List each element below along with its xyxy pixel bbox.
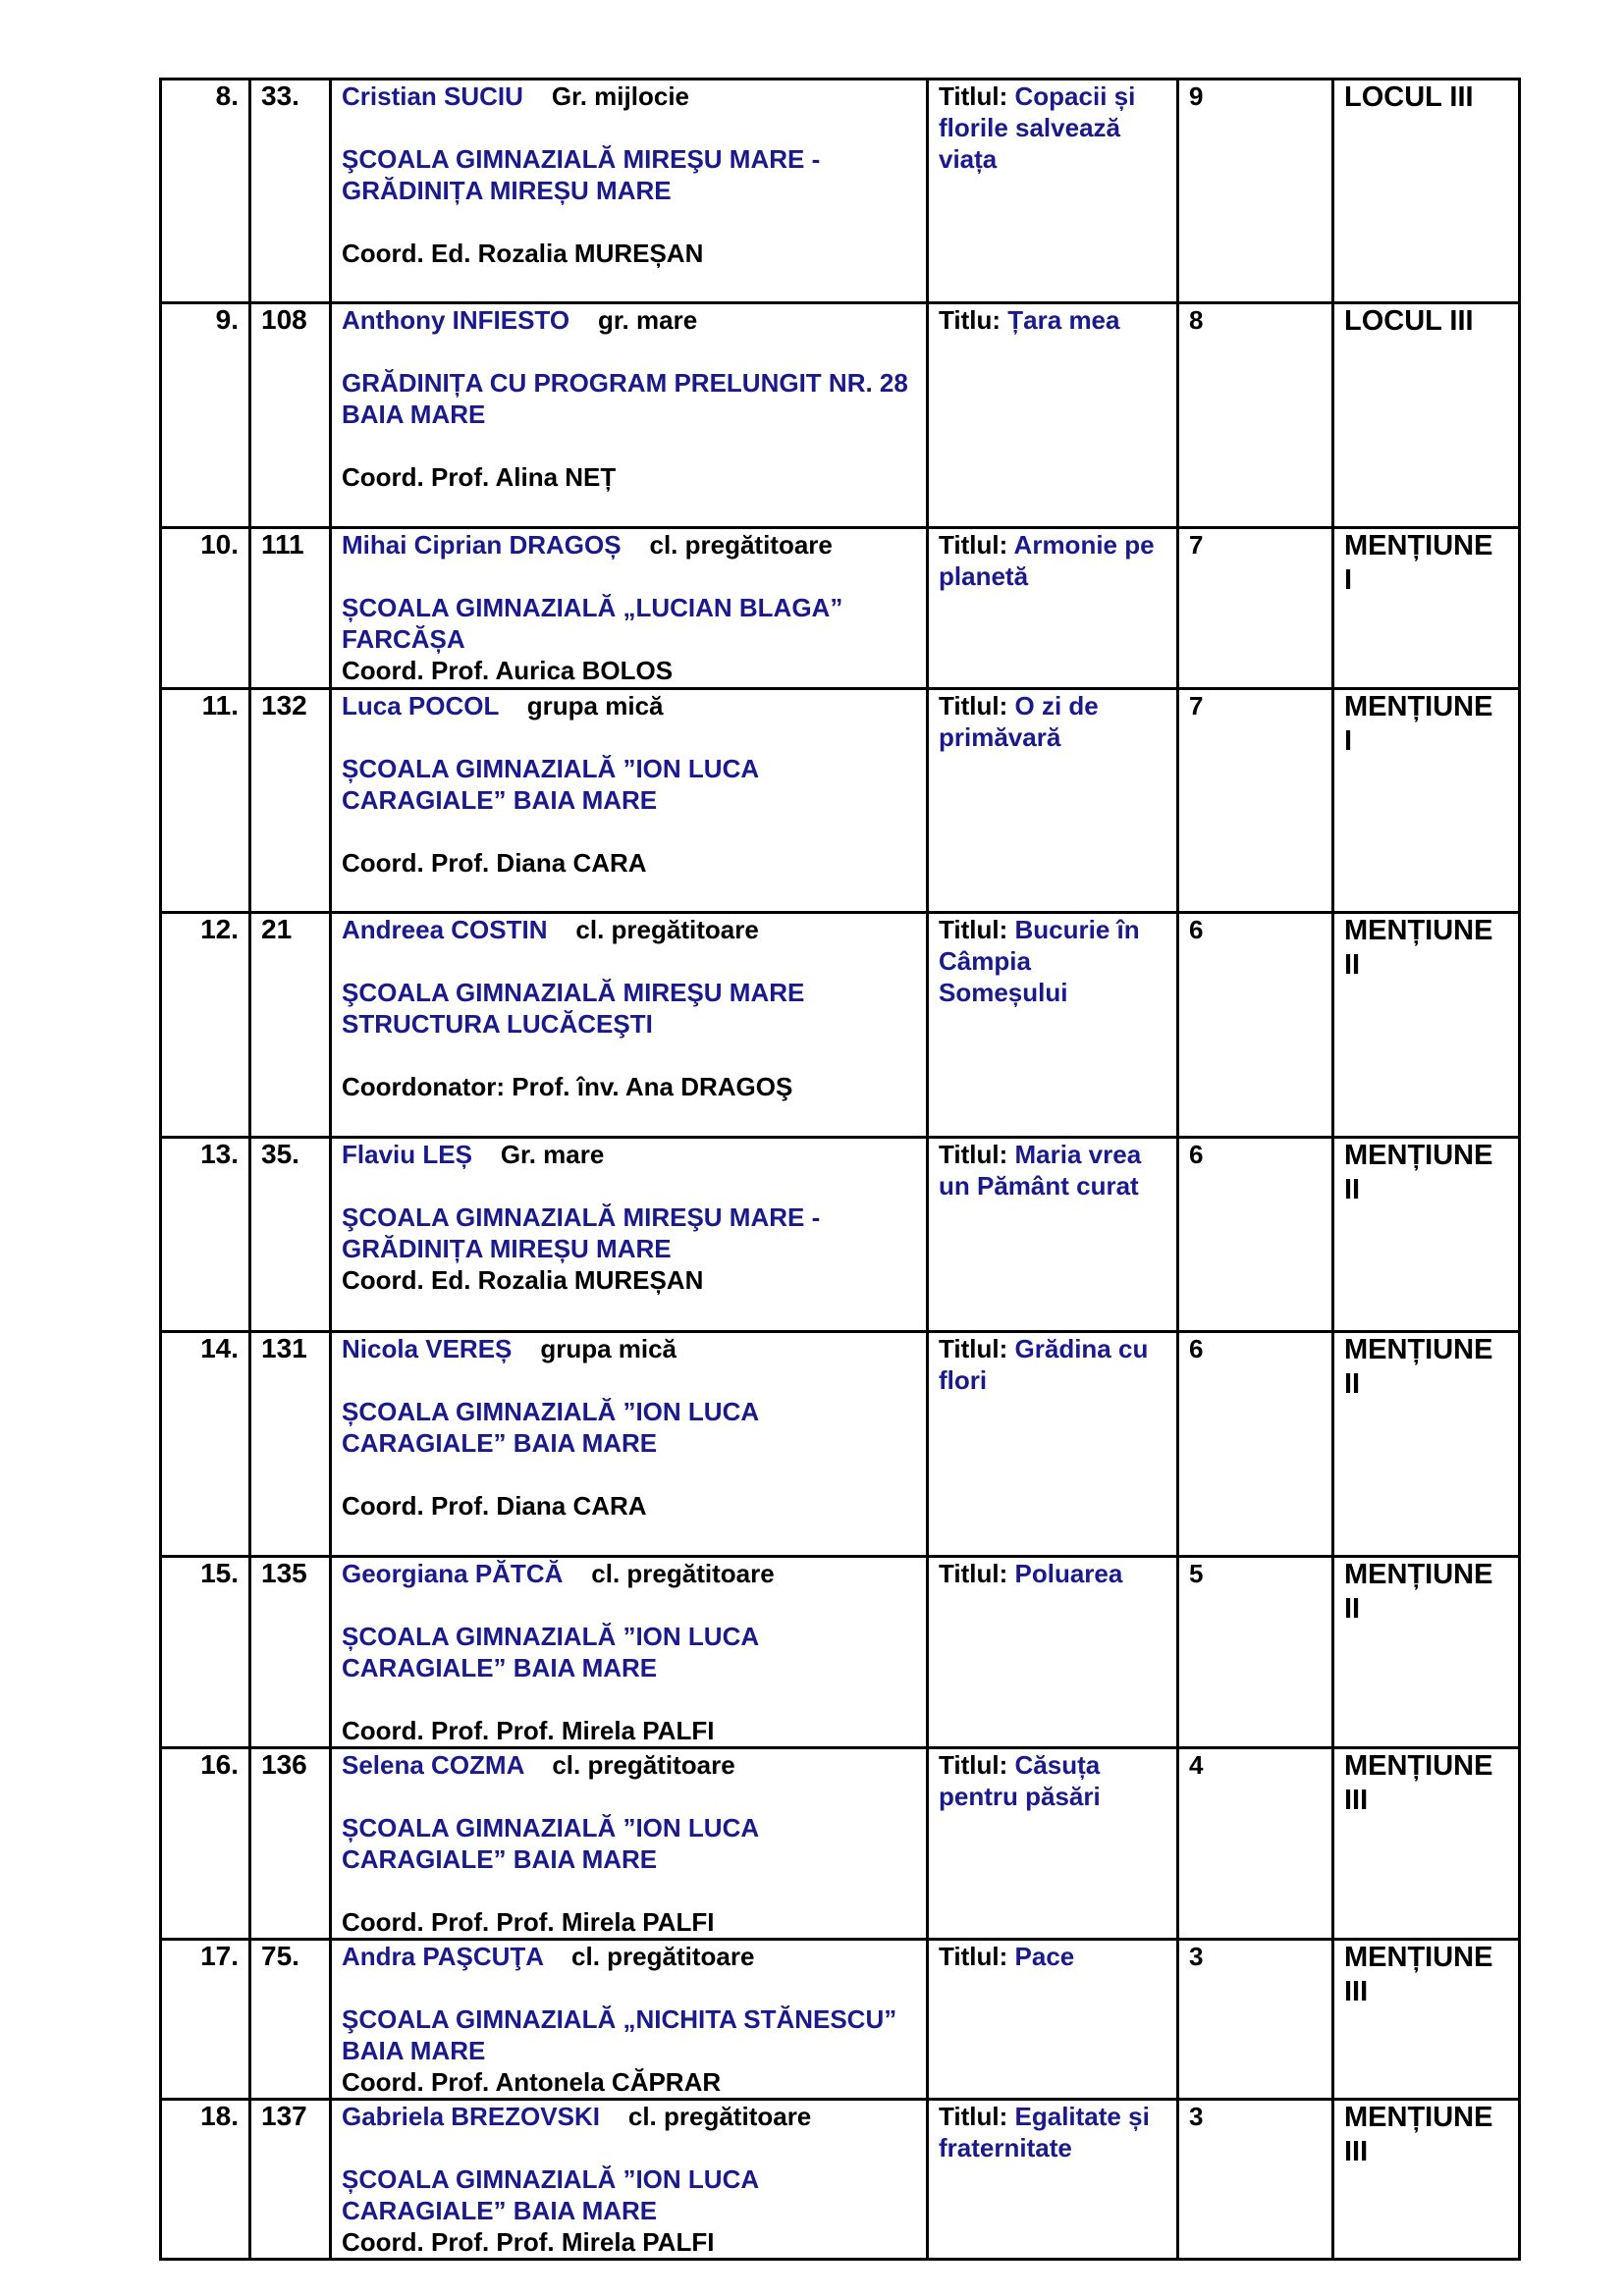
artwork-title-cell xyxy=(928,1557,1178,1748)
title-label: Titlul: xyxy=(939,2102,1008,2131)
row-number-cell xyxy=(161,303,250,528)
award-cell xyxy=(1333,2100,1520,2260)
artwork-title: Maria vrea un Pământ curat xyxy=(939,1140,1142,1201)
participant-cell xyxy=(331,2100,928,2260)
row-number-cell xyxy=(161,1748,250,1940)
artwork-title-cell xyxy=(928,1940,1178,2100)
entry-code: 132 xyxy=(261,690,307,721)
coordinator: Coord. Prof. Prof. Mirela PALFI xyxy=(342,1716,715,1745)
entry-code: 35. xyxy=(261,1139,299,1169)
row-number-cell xyxy=(161,1138,250,1332)
student-name: Georgiana PĂTCĂ xyxy=(342,1559,564,1588)
table-row xyxy=(161,528,1520,689)
entry-code-cell xyxy=(250,913,331,1138)
participant-line xyxy=(342,304,916,336)
student-grade: Gr. mijlocie xyxy=(551,81,689,111)
score-cell xyxy=(1178,1940,1333,2100)
row-number-cell xyxy=(161,913,250,1138)
table-row xyxy=(161,80,1520,303)
entry-code: 21 xyxy=(261,914,293,944)
award-cell xyxy=(1333,1138,1520,1332)
participant-line xyxy=(342,1139,916,1170)
score-cell xyxy=(1178,689,1333,913)
title-label: Titlul: xyxy=(939,1140,1008,1169)
row-number-cell xyxy=(161,2100,250,2260)
student-name: Flaviu LEȘ xyxy=(342,1140,472,1169)
participant-cell xyxy=(331,303,928,528)
table-row xyxy=(161,1557,1520,1748)
entry-code-cell xyxy=(250,528,331,689)
artwork-title: Copacii și florile salvează viața xyxy=(939,81,1136,174)
artwork-title-cell xyxy=(928,1748,1178,1940)
score: 7 xyxy=(1189,691,1204,721)
row-number: 12. xyxy=(200,914,239,944)
school-name: ȘCOALA GIMNAZIALĂ „LUCIAN BLAGA” FARCĂȘA xyxy=(342,593,843,654)
entry-code: 111 xyxy=(261,529,304,560)
title-label: Titlul: xyxy=(939,915,1008,944)
results-table xyxy=(159,78,1521,2261)
score: 4 xyxy=(1189,1750,1204,1780)
coordinator: Coord. Prof. Alina NEȚ xyxy=(342,462,617,492)
title-label: Titlul: xyxy=(939,530,1008,560)
school-name: ŞCOALA GIMNAZIALĂ „NICHITA STĂNESCU” BAIA MARE xyxy=(342,2004,897,2065)
artwork-title-cell xyxy=(928,80,1178,303)
participant-cell xyxy=(331,528,928,689)
row-number-cell xyxy=(161,80,250,303)
entry-code-cell xyxy=(250,689,331,913)
table-row xyxy=(161,1940,1520,2100)
school-name: GRĂDINIȚA CU PROGRAM PRELUNGIT NR. 28 BAIA MARE xyxy=(342,368,908,429)
score-cell xyxy=(1178,2100,1333,2260)
row-number-cell xyxy=(161,1557,250,1748)
student-name: Selena COZMA xyxy=(342,1750,524,1780)
score: 3 xyxy=(1189,1942,1204,1971)
score-cell xyxy=(1178,913,1333,1138)
student-grade: grupa mică xyxy=(540,1334,677,1363)
title-label: Titlul: xyxy=(939,1942,1008,1971)
award-cell xyxy=(1333,303,1520,528)
row-number-cell xyxy=(161,689,250,913)
coordinator: Coord. Prof. Aurica BOLOS xyxy=(342,656,674,685)
participant-cell xyxy=(331,1138,928,1332)
score-cell xyxy=(1178,1138,1333,1332)
row-number-cell xyxy=(161,1940,250,2100)
table-row xyxy=(161,1138,1520,1332)
entry-code: 108 xyxy=(261,304,307,335)
artwork-title-cell xyxy=(928,1332,1178,1557)
award-cell xyxy=(1333,80,1520,303)
artwork-title: O zi de primăvară xyxy=(939,691,1099,752)
table-row xyxy=(161,1748,1520,1940)
participant-line xyxy=(342,690,916,721)
score: 6 xyxy=(1189,1334,1204,1363)
title-label: Titlul: xyxy=(939,1334,1008,1363)
artwork-title: Țara mea xyxy=(1007,305,1120,335)
score: 5 xyxy=(1189,1559,1204,1588)
participant-line xyxy=(342,80,916,112)
award: MENȚIUNE II xyxy=(1344,1140,1493,1205)
student-grade: Gr. mare xyxy=(500,1140,605,1169)
artwork-title-cell xyxy=(928,913,1178,1138)
participant-line xyxy=(342,529,916,561)
score-cell xyxy=(1178,1557,1333,1748)
student-name: Cristian SUCIU xyxy=(342,81,523,111)
entry-code: 136 xyxy=(261,1749,307,1780)
participant-cell xyxy=(331,1332,928,1557)
student-name: Gabriela BREZOVSKI xyxy=(342,2102,600,2131)
entry-code-cell xyxy=(250,1557,331,1748)
student-name: Luca POCOL xyxy=(342,691,499,721)
row-number: 16. xyxy=(200,1749,239,1780)
entry-code-cell xyxy=(250,1138,331,1332)
school-name: ŞCOALA GIMNAZIALĂ MIREŞU MARE STRUCTURA LUCĂCEŞTI xyxy=(342,978,805,1039)
coordinator: Coord. Prof. Diana CARA xyxy=(342,1491,647,1521)
artwork-title-cell xyxy=(928,1138,1178,1332)
entry-code-cell xyxy=(250,1332,331,1557)
title-label: Titlul: xyxy=(939,1559,1008,1588)
student-grade: gr. mare xyxy=(597,305,698,335)
student-name: Nicola VEREȘ xyxy=(342,1334,513,1363)
artwork-title: Armonie pe planetă xyxy=(939,530,1155,591)
artwork-title-cell xyxy=(928,689,1178,913)
school-name: ȘCOALA GIMNAZIALĂ ”ION LUCA CARAGIALE” BAIA MARE xyxy=(342,1813,759,1874)
artwork-title: Egalitate și fraternitate xyxy=(939,2102,1150,2163)
award: LOCUL III xyxy=(1344,305,1474,337)
entry-code-cell xyxy=(250,2100,331,2260)
table-row xyxy=(161,1332,1520,1557)
title-label: Titlul: xyxy=(939,1750,1008,1780)
award: MENȚIUNE I xyxy=(1344,530,1493,596)
table-row xyxy=(161,913,1520,1138)
coordinator: Coord. Ed. Rozalia MUREȘAN xyxy=(342,239,704,268)
artwork-title: Grădina cu flori xyxy=(939,1334,1149,1395)
row-number: 15. xyxy=(200,1558,239,1588)
student-name: Andreea COSTIN xyxy=(342,915,548,944)
row-number: 18. xyxy=(200,2101,239,2131)
title-label: Titlu: xyxy=(939,305,1001,335)
participant-line xyxy=(342,1749,916,1781)
title-label: Titlul: xyxy=(939,81,1008,111)
artwork-title-cell xyxy=(928,528,1178,689)
award-cell xyxy=(1333,689,1520,913)
entry-code: 137 xyxy=(261,2101,307,2131)
student-grade: cl. pregătitoare xyxy=(552,1750,735,1780)
school-name: ŞCOALA GIMNAZIALĂ MIREŞU MARE - GRĂDINIȚA MIREȘU MARE xyxy=(342,1202,821,1263)
table-row xyxy=(161,689,1520,913)
award: MENȚIUNE III xyxy=(1344,1750,1493,1816)
row-number: 8. xyxy=(215,80,239,111)
score: 7 xyxy=(1189,530,1204,560)
score-cell xyxy=(1178,80,1333,303)
student-grade: cl. pregătitoare xyxy=(571,1942,755,1971)
student-name: Anthony INFIESTO xyxy=(342,305,570,335)
school-name: ȘCOALA GIMNAZIALĂ ”ION LUCA CARAGIALE” BAIA MARE xyxy=(342,2164,759,2225)
table-row xyxy=(161,2100,1520,2260)
participant-line xyxy=(342,2101,916,2132)
coordinator: Coord. Ed. Rozalia MUREȘAN xyxy=(342,1265,704,1295)
artwork-title: Bucurie în Câmpia Someșului xyxy=(939,915,1140,1007)
award-cell xyxy=(1333,1748,1520,1940)
award: LOCUL III xyxy=(1344,81,1474,113)
award: MENȚIUNE II xyxy=(1344,1559,1493,1625)
row-number-cell xyxy=(161,528,250,689)
score-cell xyxy=(1178,303,1333,528)
school-name: ȘCOALA GIMNAZIALĂ ”ION LUCA CARAGIALE” BAIA MARE xyxy=(342,754,759,815)
artwork-title: Pace xyxy=(1014,1942,1075,1971)
participant-cell xyxy=(331,1940,928,2100)
score-cell xyxy=(1178,1748,1333,1940)
participant-line xyxy=(342,1333,916,1364)
artwork-title: Căsuța pentru păsări xyxy=(939,1750,1101,1811)
entry-code-cell xyxy=(250,80,331,303)
student-grade: cl. pregătitoare xyxy=(649,530,833,560)
student-grade: cl. pregătitoare xyxy=(591,1559,775,1588)
participant-cell xyxy=(331,689,928,913)
student-name: Mihai Ciprian DRAGOȘ xyxy=(342,530,622,560)
participant-cell xyxy=(331,1748,928,1940)
school-name: ȘCOALA GIMNAZIALĂ ”ION LUCA CARAGIALE” BAIA MARE xyxy=(342,1397,759,1458)
participant-line xyxy=(342,1558,916,1589)
title-label: Titlul: xyxy=(939,691,1008,721)
row-number: 9. xyxy=(215,304,239,335)
award-cell xyxy=(1333,1557,1520,1748)
artwork-title-cell xyxy=(928,303,1178,528)
coordinator: Coord. Prof. Prof. Mirela PALFI xyxy=(342,1907,715,1937)
artwork-title: Poluarea xyxy=(1014,1559,1123,1588)
score-cell xyxy=(1178,1332,1333,1557)
score: 3 xyxy=(1189,2102,1204,2131)
entry-code-cell xyxy=(250,1940,331,2100)
award: MENȚIUNE III xyxy=(1344,1942,1493,2007)
coordinator: Coordonator: Prof. înv. Ana DRAGOŞ xyxy=(342,1072,793,1101)
results-table-body xyxy=(161,80,1520,2260)
score: 9 xyxy=(1189,81,1204,111)
row-number: 11. xyxy=(201,690,239,721)
participant-line xyxy=(342,914,916,945)
row-number: 14. xyxy=(200,1333,239,1363)
entry-code: 131 xyxy=(261,1333,307,1363)
entry-code-cell xyxy=(250,1748,331,1940)
participant-line xyxy=(342,1941,916,1972)
row-number: 10. xyxy=(200,529,239,560)
participant-cell xyxy=(331,80,928,303)
student-grade: cl. pregătitoare xyxy=(627,2102,812,2131)
entry-code: 33. xyxy=(261,80,299,111)
award-cell xyxy=(1333,1940,1520,2100)
entry-code: 135 xyxy=(261,1558,307,1588)
score: 6 xyxy=(1189,1140,1204,1169)
student-name: Andra PAŞCUŢA xyxy=(342,1942,544,1971)
score: 8 xyxy=(1189,305,1204,335)
participant-cell xyxy=(331,1557,928,1748)
school-name: ŞCOALA GIMNAZIALĂ MIREŞU MARE - GRĂDINIȚA MIREȘU MARE xyxy=(342,144,821,205)
artwork-title-cell xyxy=(928,2100,1178,2260)
student-grade: grupa mică xyxy=(526,691,664,721)
award: MENȚIUNE II xyxy=(1344,1334,1493,1400)
row-number-cell xyxy=(161,1332,250,1557)
row-number: 17. xyxy=(200,1941,239,1971)
award: MENȚIUNE II xyxy=(1344,915,1493,981)
coordinator: Coord. Prof. Prof. Mirela PALFI xyxy=(342,2227,715,2257)
coordinator: Coord. Prof. Diana CARA xyxy=(342,848,647,878)
row-number: 13. xyxy=(200,1139,239,1169)
award-cell xyxy=(1333,528,1520,689)
award: MENȚIUNE III xyxy=(1344,2102,1493,2167)
award: MENȚIUNE I xyxy=(1344,691,1493,757)
entry-code-cell xyxy=(250,303,331,528)
coordinator: Coord. Prof. Antonela CĂPRAR xyxy=(342,2067,722,2097)
table-row xyxy=(161,303,1520,528)
award-cell xyxy=(1333,913,1520,1138)
school-name: ȘCOALA GIMNAZIALĂ ”ION LUCA CARAGIALE” BAIA MARE xyxy=(342,1622,759,1682)
student-grade: cl. pregătitoare xyxy=(575,915,759,944)
participant-cell xyxy=(331,913,928,1138)
score: 6 xyxy=(1189,915,1204,944)
entry-code: 75. xyxy=(261,1941,299,1971)
award-cell xyxy=(1333,1332,1520,1557)
score-cell xyxy=(1178,528,1333,689)
